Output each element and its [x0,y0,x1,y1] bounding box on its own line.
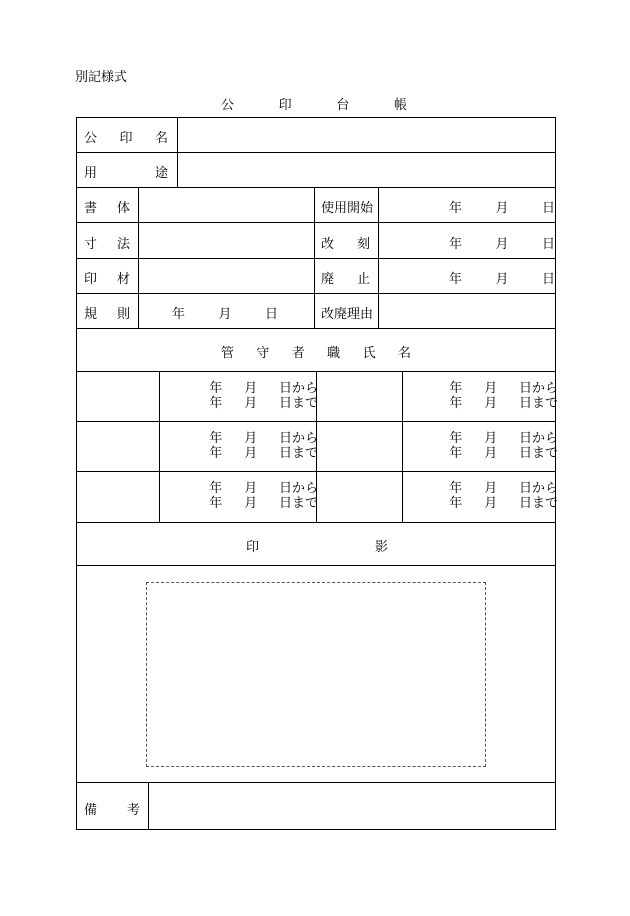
seal-impression-area[interactable] [146,582,486,767]
row-rule [76,565,556,566]
title-char: 印 [278,98,292,113]
label-usage: 用 途 [84,166,168,181]
custodian-period[interactable]: 年 月 日から 年 月 日まで [209,381,319,411]
col-rule [159,371,160,522]
custodian-name-cell[interactable] [77,472,159,522]
label-use-start: 使用開始 [321,201,374,216]
label-seal-name: 公 印 名 [84,131,168,146]
form-reference: 別記様式 [75,70,128,85]
usage-field[interactable] [178,153,555,187]
material-field[interactable] [139,259,314,293]
label-reason: 改廃理由 [321,307,374,322]
rules-date[interactable]: 年 月 日 [172,307,278,322]
title-char: 公 [221,98,235,113]
reason-field[interactable] [379,294,555,328]
seal-impression-heading: 印 影 [246,540,388,555]
remarks-field[interactable] [149,783,555,829]
title-char: 帳 [393,98,407,113]
custodian-period[interactable]: 年 月 日から 年 月 日まで [209,431,319,461]
use-start-date[interactable]: 年 月 日 [449,201,555,216]
col-rule [402,371,403,522]
row-rule [76,328,556,329]
custodian-period[interactable]: 年 月 日から 年 月 日まで [449,431,559,461]
custodian-name-cell[interactable] [77,422,159,471]
typeface-field[interactable] [139,188,314,222]
row-rule [76,522,556,523]
page-title [221,94,407,113]
title-char: 台 [336,98,350,113]
col-rule [314,187,315,328]
custodian-name-cell[interactable] [77,372,159,421]
custodian-period[interactable]: 年 月 日から 年 月 日まで [209,481,319,511]
table-border-bottom [76,829,556,830]
label-recarve: 改 刻 [321,237,370,252]
label-size: 寸 法 [84,237,130,252]
custodian-period[interactable]: 年 月 日から 年 月 日まで [449,481,559,511]
label-rules: 規 則 [84,307,130,322]
table-border-right [555,117,556,829]
recarve-date[interactable]: 年 月 日 [449,237,555,252]
custodian-heading: 管 守 者 職 氏 名 [221,346,411,361]
custodian-name-cell[interactable] [317,422,402,471]
abolish-date[interactable]: 年 月 日 [449,272,555,287]
label-remarks: 備 考 [84,803,140,818]
label-abolish: 廃 止 [321,272,370,287]
seal-name-field[interactable] [178,118,555,152]
custodian-name-cell[interactable] [317,372,402,421]
custodian-period[interactable]: 年 月 日から 年 月 日まで [449,381,559,411]
label-typeface: 書 体 [84,201,130,216]
label-material: 印 材 [84,272,130,287]
custodian-name-cell[interactable] [317,472,402,522]
size-field[interactable] [139,223,314,258]
